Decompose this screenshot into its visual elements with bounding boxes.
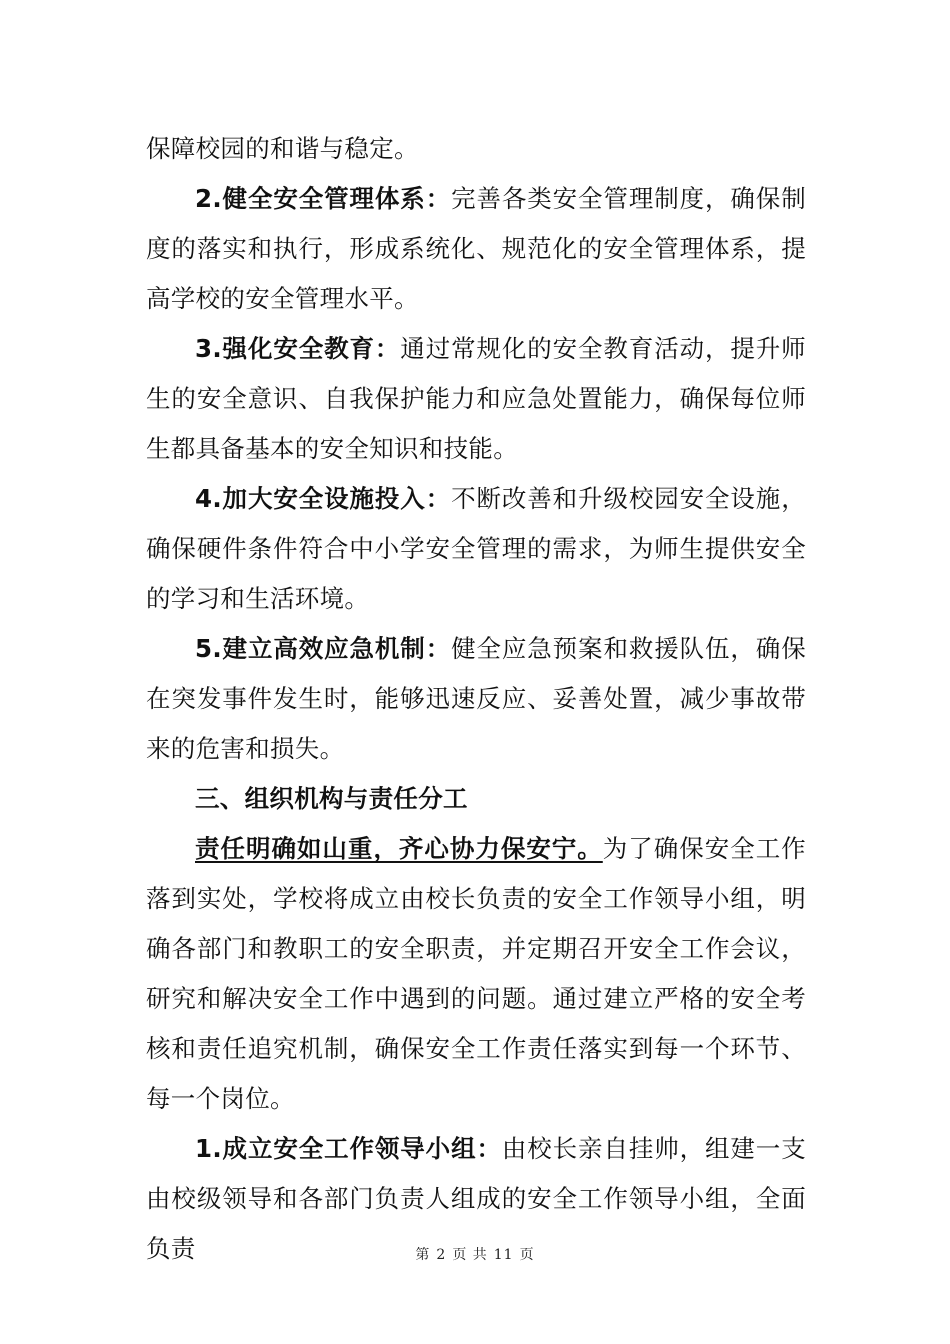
footer-middle: 页 共: [452, 1247, 488, 1263]
paragraph-text: 为了确保安全工作落到实处，学校将成立由校长负责的安全工作领导小组，明确各部门和教职工的安全职责，并定期召开安全工作会议，研究和解决安全工作中遇到的问题。通过建立严格的安全考核和责任追究机制，确保安全工作责任落实到每一个环节、每一个岗位。: [146, 834, 806, 1113]
paragraph-goal-4: [146, 474, 806, 624]
paragraph-heading: 3.强化安全教育：: [195, 334, 401, 363]
page-footer: [0, 1244, 950, 1264]
paragraph-text: 完善各类安全管理制度，确保制度的落实和执行，形成系统化、规范化的安全管理体系，提高学校的安全管理水平。: [146, 184, 807, 313]
current-page-number: 2: [436, 1247, 447, 1263]
paragraph-organization: [146, 824, 806, 1124]
paragraph-text: 通过常规化的安全教育活动，提升师生的安全意识、自我保护能力和应急处置能力，确保每位师生都具备基本的安全知识和技能。: [146, 334, 806, 463]
paragraph-text: 不断改善和升级校园安全设施，确保硬件条件符合中小学安全管理的需求，为师生提供安全的学习和生活环境。: [146, 484, 807, 613]
total-page-count: 11: [493, 1247, 514, 1263]
paragraph-text: 由校长亲自挂帅，组建一支由校级领导和各部门负责人组成的安全工作领导小组，全面负责: [146, 1134, 806, 1263]
paragraph-heading: 2.健全安全管理体系：: [195, 184, 452, 213]
paragraph-goal-3: [146, 324, 806, 474]
section-title: 三、组织机构与责任分工: [195, 784, 468, 813]
paragraph-text: 健全应急预案和救援队伍，确保在突发事件发生时，能够迅速反应、妥善处置，减少事故带来的危害和损失。: [146, 634, 807, 763]
paragraph-text: 保障校园的和谐与稳定。: [146, 134, 419, 163]
paragraph-goal-2: [146, 174, 806, 324]
paragraph-heading: 4.加大安全设施投入：: [195, 484, 452, 513]
paragraph-continuation: [146, 124, 806, 174]
paragraph-heading: 5.建立高效应急机制：: [195, 634, 452, 663]
footer-suffix: 页: [519, 1247, 535, 1263]
paragraph-goal-5: [146, 624, 806, 774]
section-heading: [146, 774, 806, 824]
underlined-heading: 责任明确如山重，齐心协力保安宁。: [195, 834, 603, 863]
paragraph-heading: 1.成立安全工作领导小组：: [195, 1134, 502, 1163]
footer-prefix: 第: [415, 1247, 431, 1263]
